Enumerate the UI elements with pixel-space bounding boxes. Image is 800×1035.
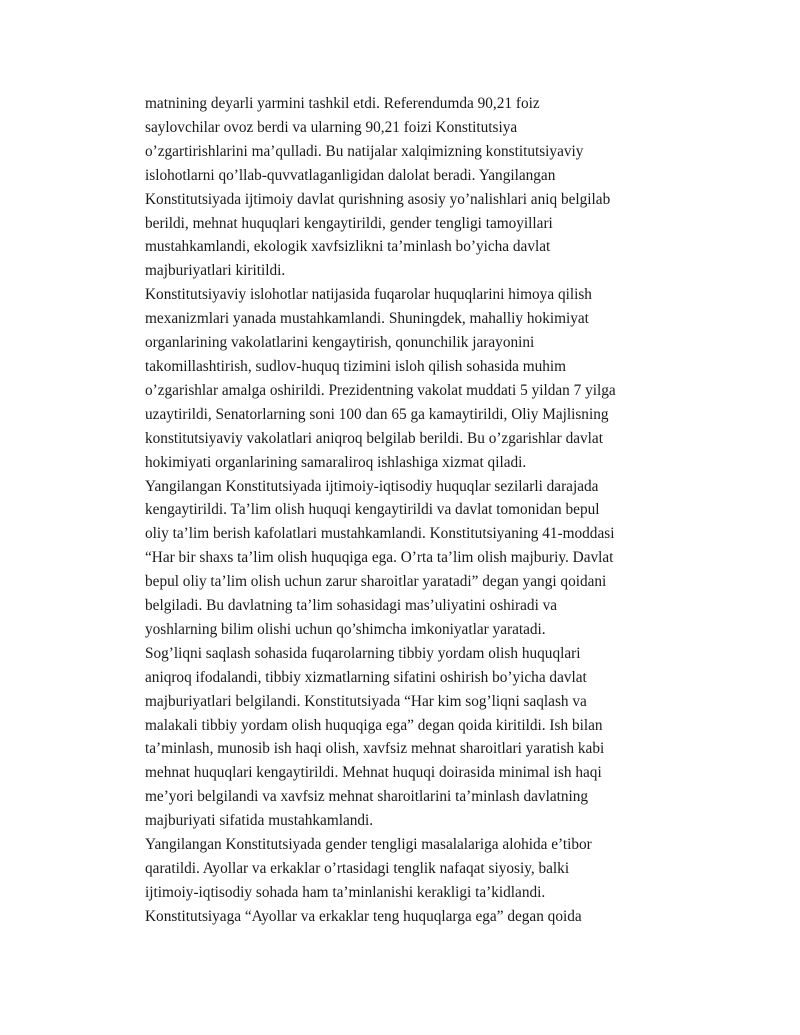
text-line: mexanizmlari yanada mustahkamlandi. Shuningdek, mahalliy hokimiyat (145, 310, 589, 328)
text-line: Konstitutsiyada ijtimoiy davlat qurishning asosiy yo’nalishlari aniq belgilab (145, 190, 611, 208)
text-line: me’yori belgilandi va xavfsiz mehnat sharoitlarini ta’minlash davlatning (145, 788, 589, 806)
text-line: majburiyatlari kiritildi. (145, 262, 286, 280)
text-line: qaratildi. Ayollar va erkaklar o’rtasidagi tenglik nafaqat siyosiy, balki (145, 860, 570, 877)
text-line: konstitutsiyaviy vakolatlari aniqroq belgilab berildi. Bu o’zgarishlar davlat (145, 429, 603, 447)
document-body (145, 92, 705, 929)
text-line: organlarining vakolatlarini kengaytirish, qonunchilik jarayonini (145, 334, 535, 352)
text-line: aniqroq ifodalandi, tibbiy xizmatlarning sifatini oshirish bo’yicha davlat (145, 668, 587, 686)
text-line: “Har bir shaxs ta’lim olish huquqiga ega. O’rta ta’lim olish majburiy. Davlat (145, 549, 614, 567)
text-line: yoshlarning bilim olishi uchun qo’shimcha imkoniyatlar yaratadi. (145, 620, 546, 638)
text-line: majburiyati sifatida mustahkamlandi. (145, 812, 374, 830)
text-line: saylovchilar ovoz berdi va ularning 90,21 foizi Konstitutsiya (145, 118, 518, 136)
text-line: mustahkamlandi, ekologik xavfsizlikni ta’minlash bo’yicha davlat (145, 238, 551, 256)
text-line: Yangilangan Konstitutsiyada gender tengligi masalalariga alohida e’tibor (145, 836, 592, 854)
text-line: Yangilangan Konstitutsiyada ijtimoiy-iqtisodiy huquqlar sezilarli darajada (145, 477, 599, 495)
text-line: belgiladi. Bu davlatning ta’lim sohasidagi mas’uliyatini oshiradi va (145, 597, 558, 615)
text-line: berildi, mehnat huquqlari kengaytirildi, gender tengligi tamoyillari (145, 214, 553, 232)
text-line: kengaytirildi. Ta’lim olish huquqi kengaytirildi va davlat tomonidan bepul (145, 501, 600, 519)
text-line: ta’minlash, munosib ish haqi olish, xavfsiz mehnat sharoitlari yaratish kabi (145, 740, 605, 758)
text-line: takomillashtirish, sudlov-huquq tizimini isloh qilish sohasida muhim (145, 357, 567, 375)
text-line: matnining deyarli yarmini tashkil etdi. Referendumda 90,21 foiz (145, 95, 540, 112)
text-line: o’zgartirishlarini ma’qulladi. Bu natijalar xalqimizning konstitutsiyaviy (145, 142, 584, 160)
text-line: majburiyatlari belgilandi. Konstitutsiyada “Har kim sog’liqni saqlash va (145, 692, 587, 710)
text-line: ijtimoiy-iqtisodiy sohada ham ta’minlanishi kerakligi ta’kidlandi. (145, 883, 546, 901)
text-line: mehnat huquqlari kengaytirildi. Mehnat huquqi doirasida minimal ish haqi (145, 764, 602, 782)
text-line: malakali tibbiy yordam olish huquqiga ega” degan qoida kiritildi. Ish bilan (145, 716, 603, 734)
text-line: bepul oliy ta’lim olish uchun zarur sharoitlar yaratadi” degan yangi qoidani (145, 573, 607, 591)
text-line: Konstitutsiyaviy islohotlar natijasida fuqarolar huquqlarini himoya qilish (145, 286, 592, 304)
text-line: Konstitutsiyaga “Ayollar va erkaklar teng huquqlarga ega” degan qoida (145, 907, 582, 925)
text-line: Sog’liqni saqlash sohasida fuqarolarning tibbiy yordam olish huquqlari (145, 644, 581, 662)
text-line: o’zgarishlar amalga oshirildi. Prezidentning vakolat muddati 5 yildan 7 yilga (145, 381, 616, 399)
text-line: oliy ta’lim berish kafolatlari mustahkamlandi. Konstitutsiyaning 41-moddasi (145, 525, 615, 543)
text-line: hokimiyati organlarining samaraliroq ishlashiga xizmat qiladi. (145, 453, 527, 471)
text-line: uzaytirildi, Senatorlarning soni 100 dan 65 ga kamaytirildi, Oliy Majlisning (145, 405, 609, 423)
text-line: islohotlarni qo’llab-quvvatlaganligidan dalolat beradi. Yangilangan (145, 166, 556, 184)
